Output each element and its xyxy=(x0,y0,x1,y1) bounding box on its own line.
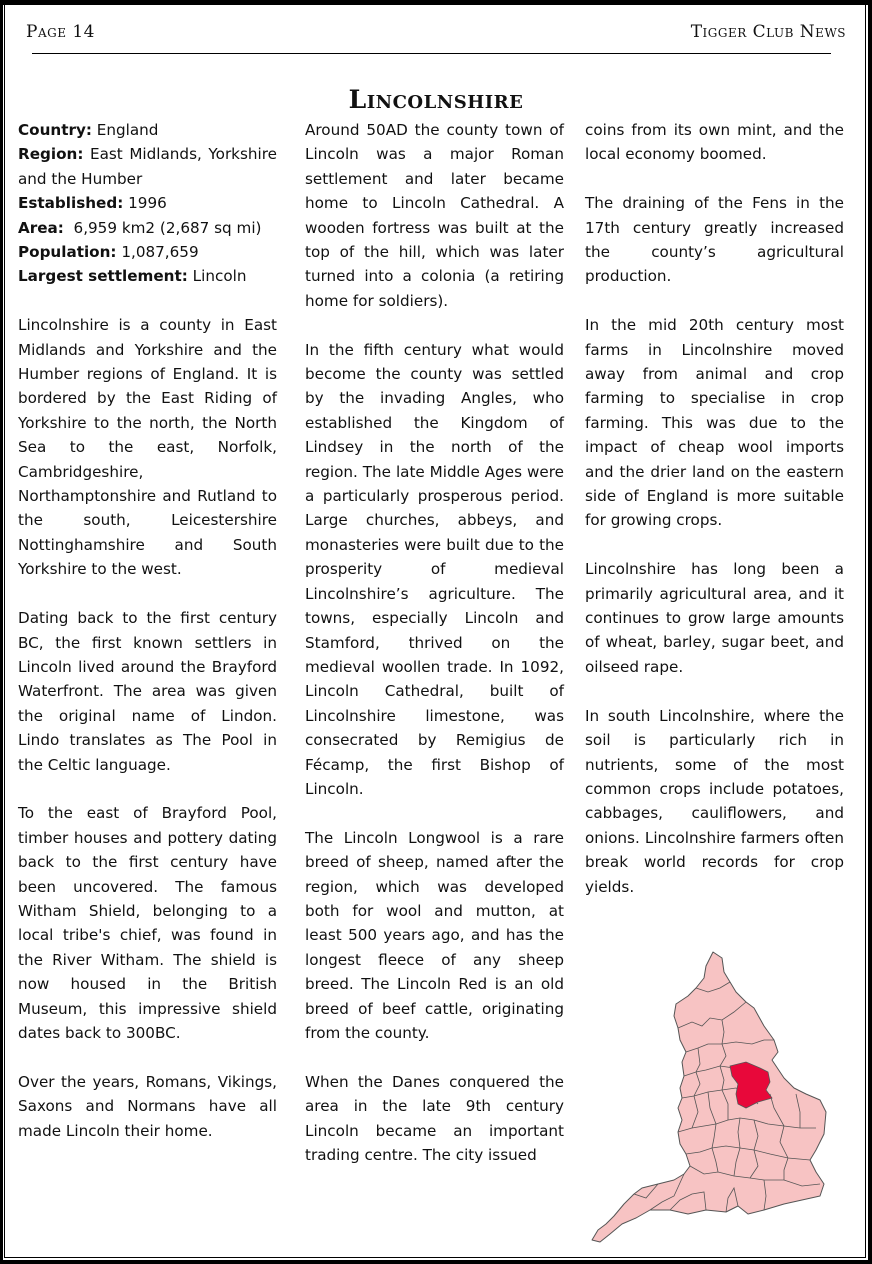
fact-value: 6,959 km2 (2,687 sq mi) xyxy=(63,218,262,237)
article-title: Lincolnshire xyxy=(348,84,524,114)
fact-area xyxy=(18,216,277,240)
header-divider xyxy=(32,53,831,54)
fact-label: Largest settlement: xyxy=(18,267,188,286)
fact-region xyxy=(18,142,277,191)
paragraph: The draining of the Fens in the 17th century greatly increased the county’s agricultural production. xyxy=(585,194,844,286)
publication-name: Tigger Club News xyxy=(690,22,846,42)
paragraph: Lincolnshire has long been a primarily agricultural area, and it continues to grow large amounts of wheat, barley, sugar beet, and oilseed rape. xyxy=(585,560,844,676)
paragraph: Over the years, Romans, Vikings, Saxons and Normans have all made Lincoln their home. xyxy=(18,1072,277,1140)
page-border-left-inner xyxy=(4,5,5,1258)
fact-value: England xyxy=(91,121,159,139)
column-2 xyxy=(305,118,564,1192)
fact-established xyxy=(18,191,277,215)
fact-population xyxy=(18,240,277,264)
paragraph: In south Lincolnshire, where the soil is particularly rich in nutrients, some of the most common crops include potatoes, cabbages, cauliflowers, and onions. Lincolnshire farmers often break world records for crop yields. xyxy=(585,706,844,896)
paragraph: In the fifth century what would become the county was settled by the invading Angles, who established the Kingdom of Lindsey in the north of the region. The late Middle Ages were a particularly prosperous period. Large churches, abbeys, and monasteries were built due to the prosperity of medieval Lincolnshire’s agriculture. The towns, especially Lincoln and Stamford, thrived on the medieval woollen trade. In 1092, Lincoln Cathedral, built of Lincolnshire limestone, was consecrated by Remigius de Fécamp, the first Bishop of Lincoln. xyxy=(305,340,564,798)
fact-country xyxy=(18,118,277,142)
page-border-top xyxy=(0,0,872,5)
fact-label: Region: xyxy=(18,145,84,164)
paragraph: In the mid 20th century most farms in Lincolnshire moved away from animal and crop farming to specialise in crop farming. This was due to the impact of cheap wool imports and the drier land on the eastern side of England is more suitable for growing crops. xyxy=(585,316,844,530)
fact-label: Population: xyxy=(18,243,117,262)
fact-box xyxy=(18,118,277,289)
fact-label: Area: xyxy=(18,218,64,237)
paragraph: Lincolnshire is a county in East Midlands and Yorkshire and the Humber regions of England. It is bordered by the East Riding of Yorkshire to the north, the North Sea to the east, Norfolk, Cambridgeshire, Northamptonshire and Rutland to the south, Leicestershire Nottinghamshire and South Yorkshire to the west. xyxy=(18,316,277,579)
column-3 xyxy=(585,118,844,923)
page-border-bottom xyxy=(0,1260,872,1264)
paragraph: The Lincoln Longwool is a rare breed of sheep, named after the region, which was developed both for wool and mutton, at least 500 years ago, and has the longest fleece of any sheep breed. The Lincoln Red is an old breed of beef cattle, originating from the county. xyxy=(305,828,564,1042)
england-map-image xyxy=(588,948,838,1248)
fact-value: Lincoln xyxy=(187,267,247,286)
page-border-bottom-inner xyxy=(4,1257,866,1258)
fact-value: 1996 xyxy=(123,194,167,213)
paragraph: To the east of Brayford Pool, timber houses and pottery dating back to the first century have been uncovered. The famous Witham Shield, belonging to a local tribe's chief, was found in the River Witham. The shield is now housed in the British Museum, this impressive shield dates back to 300BC. xyxy=(18,804,277,1042)
page-border-left xyxy=(0,0,3,1264)
fact-label: Established: xyxy=(18,194,124,213)
fact-value: East Midlands, Yorkshire and the Humber xyxy=(18,145,277,188)
page-number: Page 14 xyxy=(26,22,95,42)
fact-value: 1,087,659 xyxy=(116,243,199,262)
paragraph: Around 50AD the county town of Lincoln was a major Roman settlement and later became home to Lincoln Cathedral. A wooden fortress was built at the top of the hill, which was later turned into a colonia (a retiring home for soldiers). xyxy=(305,121,564,310)
page-border-right xyxy=(868,0,872,1264)
page-border-right-inner xyxy=(865,5,866,1258)
column-1 xyxy=(18,118,277,1167)
fact-largest-settlement xyxy=(18,264,277,288)
fact-label: Country: xyxy=(18,121,92,139)
paragraph: When the Danes conquered the area in the late 9th century Lincoln became an important trading centre. The city issued xyxy=(305,1072,564,1165)
paragraph: Dating back to the first century BC, the first known settlers in Lincoln lived around the Brayford Waterfront. The area was given the original name of Lindon. Lindo translates as The Pool in the Celtic language. xyxy=(18,609,277,774)
paragraph: coins from its own mint, and the local economy boomed. xyxy=(585,121,844,164)
